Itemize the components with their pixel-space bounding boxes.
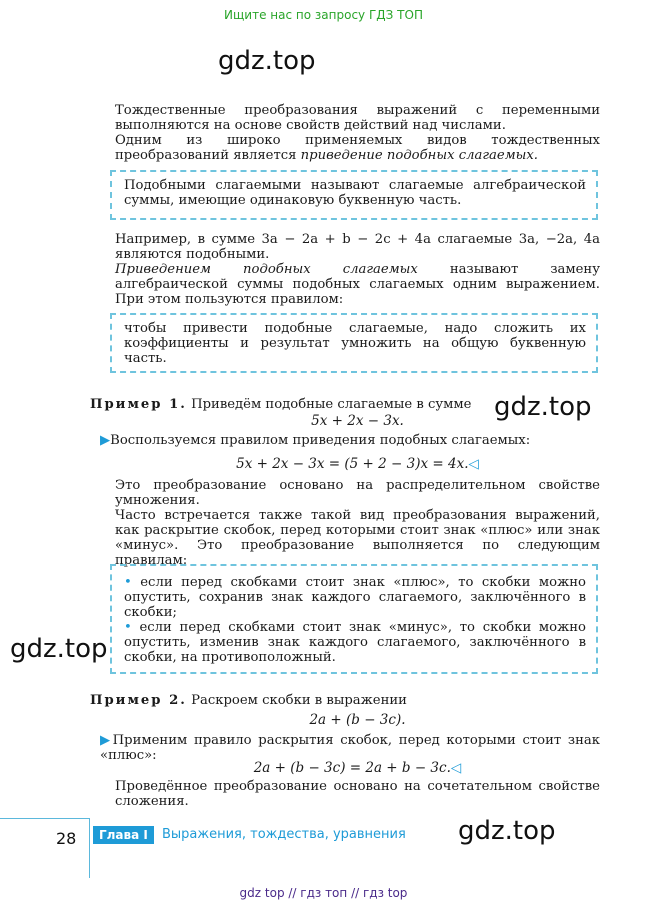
definition-box-1	[110, 170, 598, 220]
paragraph-7: Проведённое преобразование основано на сочетательном свойстве сложения.	[115, 779, 600, 809]
watermark: gdz.top	[10, 634, 108, 664]
paragraph-3: Например, в сумме 3a − 2a + b − 2c + 4a слагаемые 3a, −2a, 4a являются подобными.	[115, 232, 600, 262]
example-2-expression: 2a + (b − 3c).	[309, 712, 406, 728]
paragraph-6: Часто встречается также такой вид преобразования выражений, как раскрытие скобок, перед которыми стоит знак «плюс» или знак «минус». Это преобразование выполняется по следующим правилам:	[115, 508, 600, 568]
chapter-badge: Глава I	[93, 826, 154, 844]
example-2-solution	[100, 733, 600, 763]
watermark: gdz.top	[458, 816, 556, 846]
example-1-expression: 5x + 2x − 3x.	[311, 413, 404, 429]
bullet-icon: •	[124, 575, 141, 590]
paragraph-4	[115, 262, 600, 307]
solution-start-icon: ▶	[100, 733, 113, 748]
header-link[interactable]: Ищите нас по запросу ГДЗ ТОП	[224, 8, 423, 22]
footer-link[interactable]: gdz top // гдз топ // гдз top	[239, 886, 408, 900]
page-number: 28	[56, 829, 77, 848]
chapter-title: Выражения, тождества, уравнения	[162, 827, 406, 842]
example-1-label: Пример 1.	[90, 397, 187, 412]
example-2-solution-text: Применим правило раскрытия скобок, перед которыми стоит знак «плюс»:	[100, 733, 600, 763]
example-2-formula	[115, 760, 600, 776]
bullet-icon: •	[124, 620, 140, 635]
solution-end-icon: ◁	[450, 760, 462, 776]
example-2-formula-text: 2a + (b − 3c) = 2a + b − 3c.	[253, 760, 451, 776]
paragraph-5: Это преобразование основано на распределительном свойстве умножения.	[115, 478, 600, 508]
watermark: gdz.top	[218, 46, 316, 76]
example-2-label: Пример 2.	[90, 693, 187, 708]
example-1-formula	[115, 456, 600, 472]
solution-end-icon: ◁	[468, 456, 479, 472]
rule-text-1: чтобы привести подобные слагаемые, надо сложить их коэффициенты и результат умножить на общую буквенную часть.	[124, 321, 586, 366]
example-1-text: Приведём подобные слагаемые в сумме	[186, 397, 472, 412]
rule-item-2-text: если перед скобками стоит знак «минус», то скобки можно опустить, изменив знак каждого слагаемого, заключённого в скобки, на противоположный.	[124, 620, 586, 665]
example-1-solution-text: Воспользуемся правилом приведения подобных слагаемых:	[110, 433, 531, 448]
example-2-text: Раскроем скобки в выражении	[186, 693, 407, 708]
example-1-solution	[100, 433, 600, 448]
rule-list	[112, 566, 596, 671]
footer-divider-vertical	[89, 818, 90, 878]
rule-box-1	[110, 313, 598, 373]
rule-item-2	[124, 620, 586, 665]
rule-item-1	[124, 575, 586, 620]
example-1-heading	[90, 397, 510, 412]
watermark: gdz.top	[494, 392, 592, 422]
rule-box-2	[110, 564, 598, 674]
paragraph-2	[115, 133, 600, 163]
footer-divider	[0, 818, 90, 819]
paragraph-2-emphasis: приведение подобных слагаемых.	[300, 148, 539, 163]
example-2-heading	[90, 693, 510, 708]
definition-text-1: Подобными слагаемыми называют слагаемые алгебраической суммы, имеющие одинаковую буквенную часть.	[124, 178, 586, 208]
paragraph-2-text: Одним из широко применяемых видов тождественных преобразований является	[115, 133, 600, 163]
example-1-formula-text: 5x + 2x − 3x = (5 + 2 − 3)x = 4x.	[236, 456, 469, 472]
paragraph-4-emphasis: Приведением подобных слагаемых	[115, 262, 418, 277]
paragraph-4-text: называют замену алгебраической суммы подобных слагаемых одним выражением. При этом пользуются правилом:	[115, 262, 600, 307]
paragraph-1: Тождественные преобразования выражений с переменными выполняются на основе свойств действий над числами.	[115, 103, 600, 133]
solution-start-icon: ▶	[100, 433, 111, 448]
rule-item-1-text: если перед скобками стоит знак «плюс», то скобки можно опустить, сохранив знак каждого слагаемого, заключённого в скобки;	[124, 575, 586, 620]
